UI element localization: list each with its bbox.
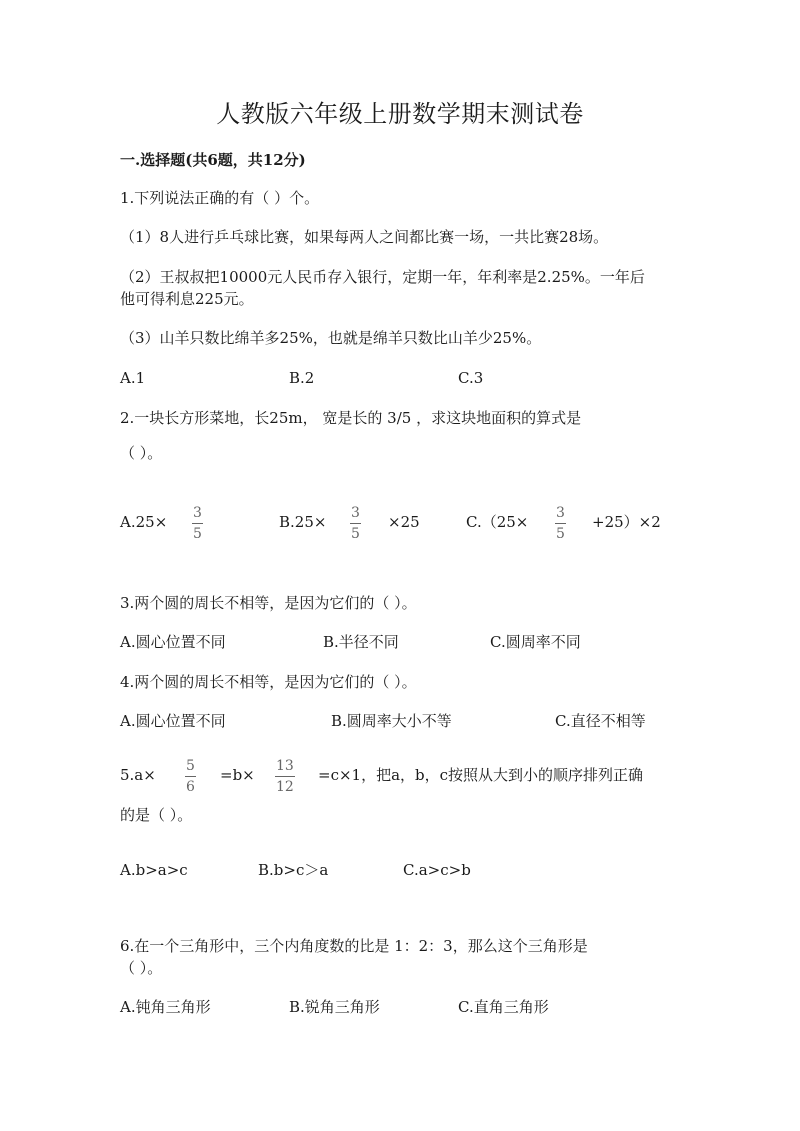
- question-6-stem-cont: （ ）。: [120, 959, 163, 977]
- fraction-bar: [555, 523, 566, 524]
- fraction: [275, 757, 295, 796]
- section-heading: 一.选择题(共6题，共12分): [120, 151, 306, 169]
- fraction-bar: [185, 776, 196, 777]
- fraction: [350, 504, 361, 543]
- question-6-option-c: C.直角三角形: [458, 998, 549, 1016]
- fraction-bar: [192, 523, 203, 524]
- fraction-numerator: 13: [276, 758, 294, 774]
- question-1-statement-2-cont: 他可得利息225元。: [120, 290, 254, 308]
- question-4-option-c: C.直径不相等: [555, 712, 646, 730]
- question-6-stem: 6.在一个三角形中，三个内角度数的比是 1：2：3，那么这个三角形是: [120, 937, 588, 955]
- fraction-numerator: 3: [193, 505, 202, 521]
- fraction: [555, 504, 566, 543]
- question-3-option-b: B.半径不同: [323, 633, 399, 651]
- question-5-option-b: B.b>c＞a: [258, 861, 329, 879]
- fraction: [185, 757, 196, 796]
- question-2-stem-cont: （ ）。: [120, 444, 163, 462]
- question-5-stem-post: =c×1，把a，b，c按照从大到小的顺序排列正确: [318, 766, 644, 784]
- question-5-option-c: C.a>c>b: [403, 861, 471, 879]
- question-2-option-b: B.25×: [279, 513, 327, 531]
- question-3-option-c: C.圆周率不同: [490, 633, 581, 651]
- question-1-statement-2: （2）王叔叔把10000元人民币存入银行，定期一年，年利率是2.25%。一年后: [120, 268, 645, 286]
- question-3-option-a: A.圆心位置不同: [120, 633, 226, 651]
- fraction-denominator: 5: [193, 526, 202, 542]
- question-2-option-a: A.25×: [120, 513, 168, 531]
- question-2-option-c: C.（25×: [466, 513, 529, 531]
- question-4-option-b: B.圆周率大小不等: [331, 712, 452, 730]
- question-1-statement-3: （3）山羊只数比绵羊多25%，也就是绵羊只数比山羊少25%。: [120, 329, 542, 347]
- fraction-bar: [350, 523, 361, 524]
- question-1-statement-1: （1）8人进行乒乓球比赛，如果每两人之间都比赛一场，一共比赛28场。: [120, 228, 609, 246]
- question-5-option-a: A.b>a>c: [120, 861, 188, 879]
- question-5-stem-pre: 5.a×: [120, 766, 156, 784]
- question-5-stem-mid: =b×: [220, 766, 255, 784]
- question-1-option-b: B.2: [289, 369, 315, 387]
- fraction-denominator: 5: [351, 526, 360, 542]
- fraction-numerator: 3: [351, 505, 360, 521]
- question-2-stem: 2.一块长方形菜地，长25m， 宽是长的 3/5 ，求这块地面积的算式是: [120, 409, 582, 427]
- fraction-denominator: 5: [556, 526, 565, 542]
- question-3-stem: 3.两个圆的周长不相等，是因为它们的（ ）。: [120, 594, 417, 612]
- fraction-denominator: 6: [186, 779, 195, 795]
- fraction-denominator: 12: [276, 779, 294, 795]
- question-1-option-c: C.3: [458, 369, 484, 387]
- question-6-option-a: A.钝角三角形: [120, 998, 211, 1016]
- page-title: 人教版六年级上册数学期末测试卷: [216, 100, 584, 128]
- question-1-option-a: A.1: [120, 369, 146, 387]
- question-2-option-c-tail: +25）×2: [592, 513, 661, 531]
- question-6-option-b: B.锐角三角形: [289, 998, 380, 1016]
- fraction: [192, 504, 203, 543]
- question-5-stem-cont: 的是（ ）。: [120, 806, 193, 824]
- question-4-option-a: A.圆心位置不同: [120, 712, 226, 730]
- fraction-numerator: 5: [186, 758, 195, 774]
- fraction-numerator: 3: [556, 505, 565, 521]
- question-1-stem: 1.下列说法正确的有（ ）个。: [120, 189, 320, 207]
- fraction-bar: [275, 776, 295, 777]
- question-2-option-b-tail: ×25: [388, 513, 420, 531]
- question-4-stem: 4.两个圆的周长不相等，是因为它们的（ ）。: [120, 673, 417, 691]
